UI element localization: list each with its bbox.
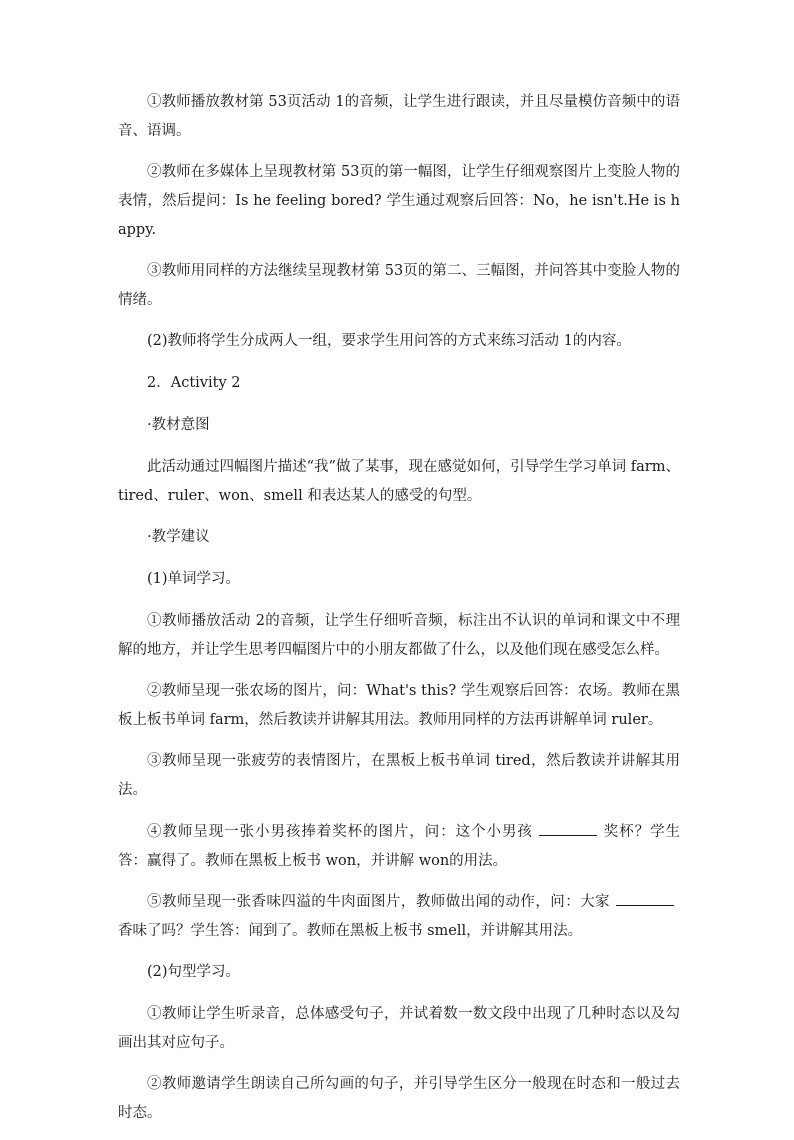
paragraph-word-step-4-part-1: ④教师呈现一张小男孩捧着奖杯的图片，问：这个小男孩 (147, 824, 533, 840)
subheading-teaching-suggestions: ·教学建议 (147, 529, 210, 545)
subheading-sentence-learning: (2)句型学习。 (147, 964, 241, 980)
subheading-material-intent: ·教材意图 (147, 417, 210, 433)
paragraph-word-step-5 (118, 888, 680, 946)
paragraph-step-2: ②教师在多媒体上呈现教材第 53页的第一幅图，让学生仔细观察图片上变脸人物的表情，然后提问：Is he feeling bored? 学生通过观察后回答：No，he isn't.He is happy. (118, 164, 680, 238)
paragraph-step-1: ①教师播放教材第 53页活动 1的音频，让学生进行跟读，并且尽量模仿音频中的语音、语调。 (118, 94, 680, 139)
paragraph-word-step-2: ②教师呈现一张农场的图片，问：What's this? 学生观察后回答：农场。教师在黑板上板书单词 farm，然后教读并讲解其用法。教师用同样的方法再讲解单词 ruler。 (118, 683, 680, 728)
fill-in-blank (539, 821, 597, 836)
paragraph-step-3: ③教师用同样的方法继续呈现教材第 53页的第二、三幅图，并问答其中变脸人物的情绪。 (118, 263, 680, 308)
paragraph-material-intent: 此活动通过四幅图片描述“我”做了某事，现在感觉如何，引导学生学习单词 farm、tired、ruler、won、smell 和表达某人的感受的句型。 (118, 459, 680, 504)
paragraph-sentence-step-1: ①教师让学生听录音，总体感受句子，并试着数一数文段中出现了几种时态以及勾画出其对应句子。 (118, 1006, 680, 1051)
paragraph-pair-practice: (2)教师将学生分成两人一组，要求学生用问答的方式来练习活动 1的内容。 (147, 333, 631, 349)
paragraph-word-step-4-part-2: 奖杯？学生答：赢得了。教师在黑板上板书 won，并讲解 won的用法。 (118, 824, 681, 869)
subheading-word-learning: (1)单词学习。 (147, 571, 241, 587)
paragraph-word-step-1: ①教师播放活动 2的音频，让学生仔细听音频，标注出不认识的单词和课文中不理解的地方，并让学生思考四幅图片中的小朋友都做了什么，以及他们现在感受怎么样。 (118, 613, 680, 658)
paragraph-word-step-5-part-1: ⑤教师呈现一张香味四溢的牛肉面图片，教师做出闻的动作，问：大家 (147, 894, 610, 910)
paragraph-word-step-4 (118, 818, 680, 876)
section-heading-activity-2: 2．Activity 2 (147, 375, 241, 391)
paragraph-word-step-3: ③教师呈现一张疲劳的表情图片，在黑板上板书单词 tired，然后教读并讲解其用法。 (118, 753, 680, 798)
paragraph-word-step-5-part-2: 香味了吗？学生答：闻到了。教师在黑板上板书 smell，并讲解其用法。 (118, 923, 583, 939)
fill-in-blank (616, 891, 674, 906)
document-page (118, 88, 680, 1140)
paragraph-sentence-step-2: ②教师邀请学生朗读自己所勾画的句子，并引导学生区分一般现在时态和一般过去时态。 (118, 1076, 680, 1121)
